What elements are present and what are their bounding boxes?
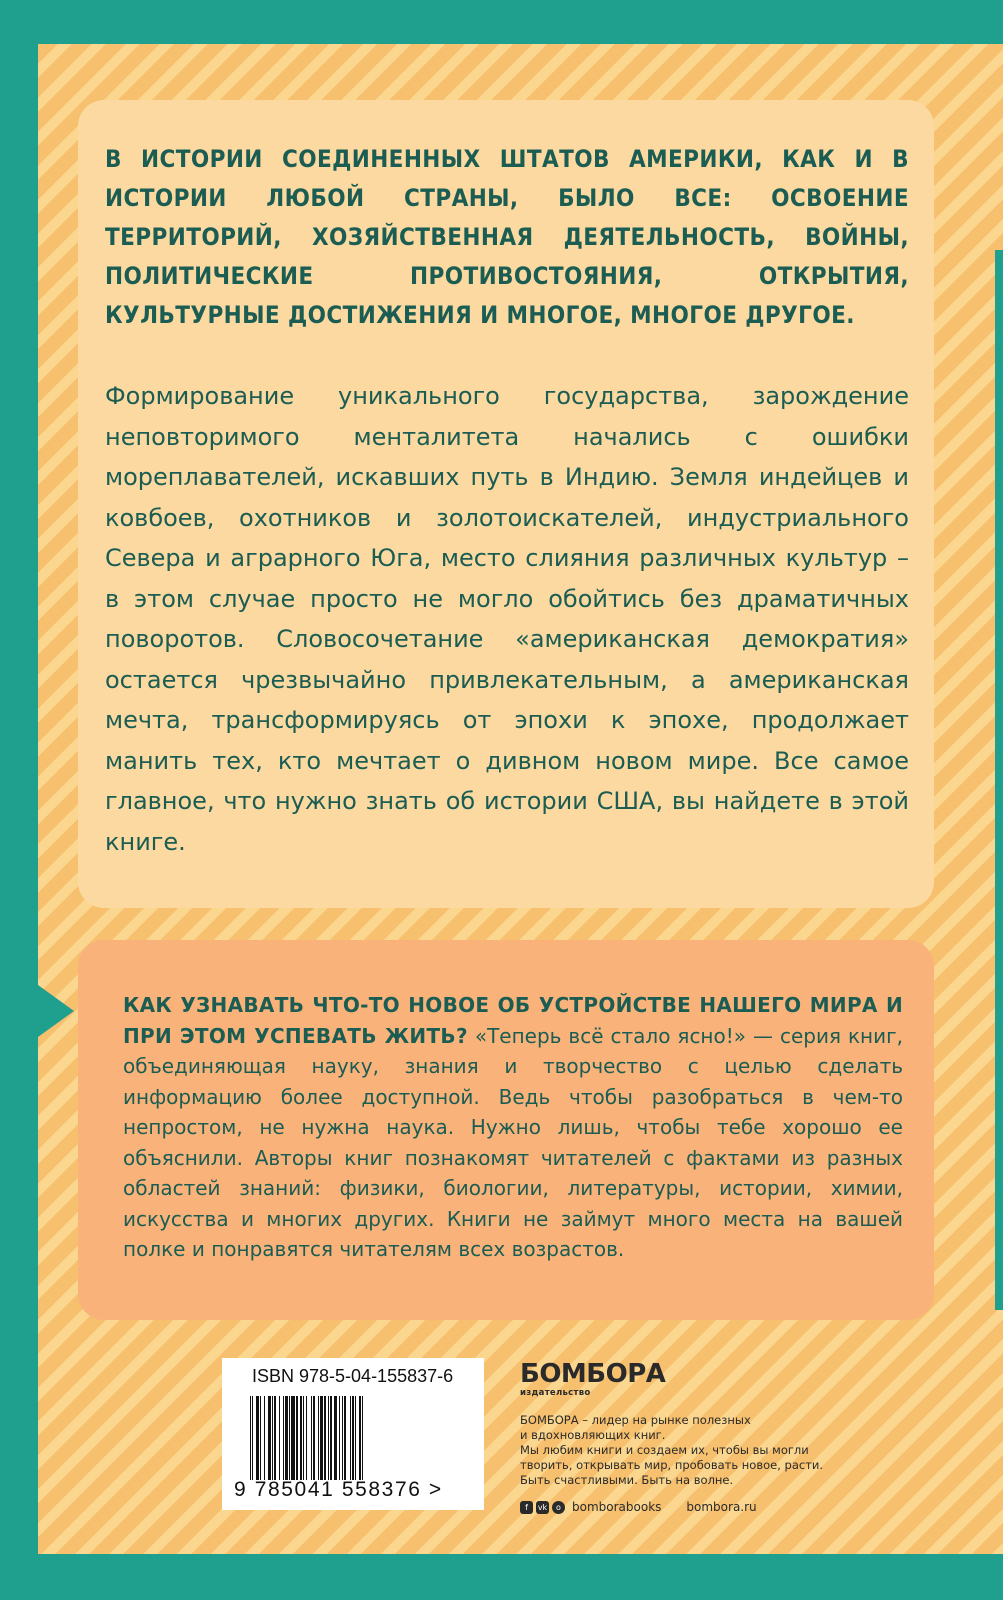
series-paragraph-text <box>123 990 903 1265</box>
series-text: «Теперь всё стало ясно!» — серия книг, объединяющая науку, знания и творчество с целью сделать информацию более доступной. Ведь чтобы разобраться в чем-то непростом, не нужна наука. Нужно лишь, чтобы тебе хорошо ее объяснили. Авторы книг познакомят читателей с фактами из разных областей знаний: физики, биологии, литературы, истории, химии, искусства и многих других. Книги не займут много места на вашей полке и понравятся читателям всех возрастов. <box>123 1023 903 1261</box>
isbn-label: ISBN 978-5-04-155837-6 <box>252 1366 454 1386</box>
website-link[interactable]: bombora.ru <box>686 1500 757 1514</box>
publisher-desc-line: Быть счастливыми. Быть на волне. <box>520 1473 734 1487</box>
series-paragraph <box>123 990 903 1265</box>
publisher-desc-line: Мы любим книги и создаем их, чтобы вы могли <box>520 1443 809 1457</box>
teal-edge <box>995 250 1003 1310</box>
publisher-block <box>520 1360 840 1514</box>
publisher-desc-line: БОМБОРА – лидер на рынке полезных <box>520 1413 751 1427</box>
barcode-gap <box>363 1396 364 1480</box>
series-lead: КАК УЗНАВАТЬ ЧТО-ТО НОВОЕ ОБ УСТРОЙСТВЕ НАШЕГО МИРА И ПРИ ЭТОМ УСПЕВАТЬ ЖИТЬ? <box>123 993 903 1048</box>
body-paragraph <box>105 376 909 862</box>
body-text: Формирование уникального государства, зарождение неповторимого менталитета начались с ошибки мореплавателей, искавших путь в Индию. Земля индейцев и ковбоев, охотников и золотоискателей, индустриального Севера и аграрного Юга, место слияния различных культур – в этом случае просто не могло обойтись без драматичных поворотов. Словосочетание «американская демократия» остается чрезвычайно привлекательным, а американская мечта, трансформируясь от эпохи к эпохе, продолжает манить тех, кто мечтает о дивном новом мире. Все самое главное, что нужно знать об истории США, вы найдете в этой книге. <box>105 382 909 856</box>
odnoklassniki-icon: o <box>552 1501 565 1514</box>
social-handle: bomborabooks <box>572 1500 662 1514</box>
barcode-digits: 9 785041 558376 > <box>234 1478 443 1501</box>
series-pointer-arrow <box>38 985 74 1037</box>
facebook-icon: f <box>520 1501 533 1514</box>
publisher-logo: БОМБОРА <box>520 1359 666 1389</box>
vk-icon: vk <box>537 1502 548 1512</box>
barcode-bars <box>250 1396 466 1480</box>
publisher-subtitle: издательство <box>520 1388 591 1398</box>
intro-paragraph <box>105 140 909 335</box>
publisher-links <box>520 1500 840 1514</box>
publisher-desc-line: и вдохновляющих книг. <box>520 1428 666 1442</box>
publisher-desc-line: творить, открывать мир, пробовать новое, расти. <box>520 1458 824 1472</box>
publisher-description <box>520 1413 840 1488</box>
intro-text: В ИСТОРИИ СОЕДИНЕННЫХ ШТАТОВ АМЕРИКИ, КАК И В ИСТОРИИ ЛЮБОЙ СТРАНЫ, БЫЛО ВСЕ: ОСВОЕНИЕ ТЕРРИТОРИЙ, ХОЗЯЙСТВЕННАЯ ДЕЯТЕЛЬНОСТЬ, ВОЙНЫ, ПОЛИТИЧЕСКИЕ ПРОТИВОСТОЯНИЯ, ОТКРЫТИЯ, КУЛЬТУРНЫЕ ДОСТИЖЕНИЯ И МНОГОЕ, МНОГОЕ ДРУГОЕ. <box>105 145 909 329</box>
barcode-box <box>222 1358 484 1510</box>
